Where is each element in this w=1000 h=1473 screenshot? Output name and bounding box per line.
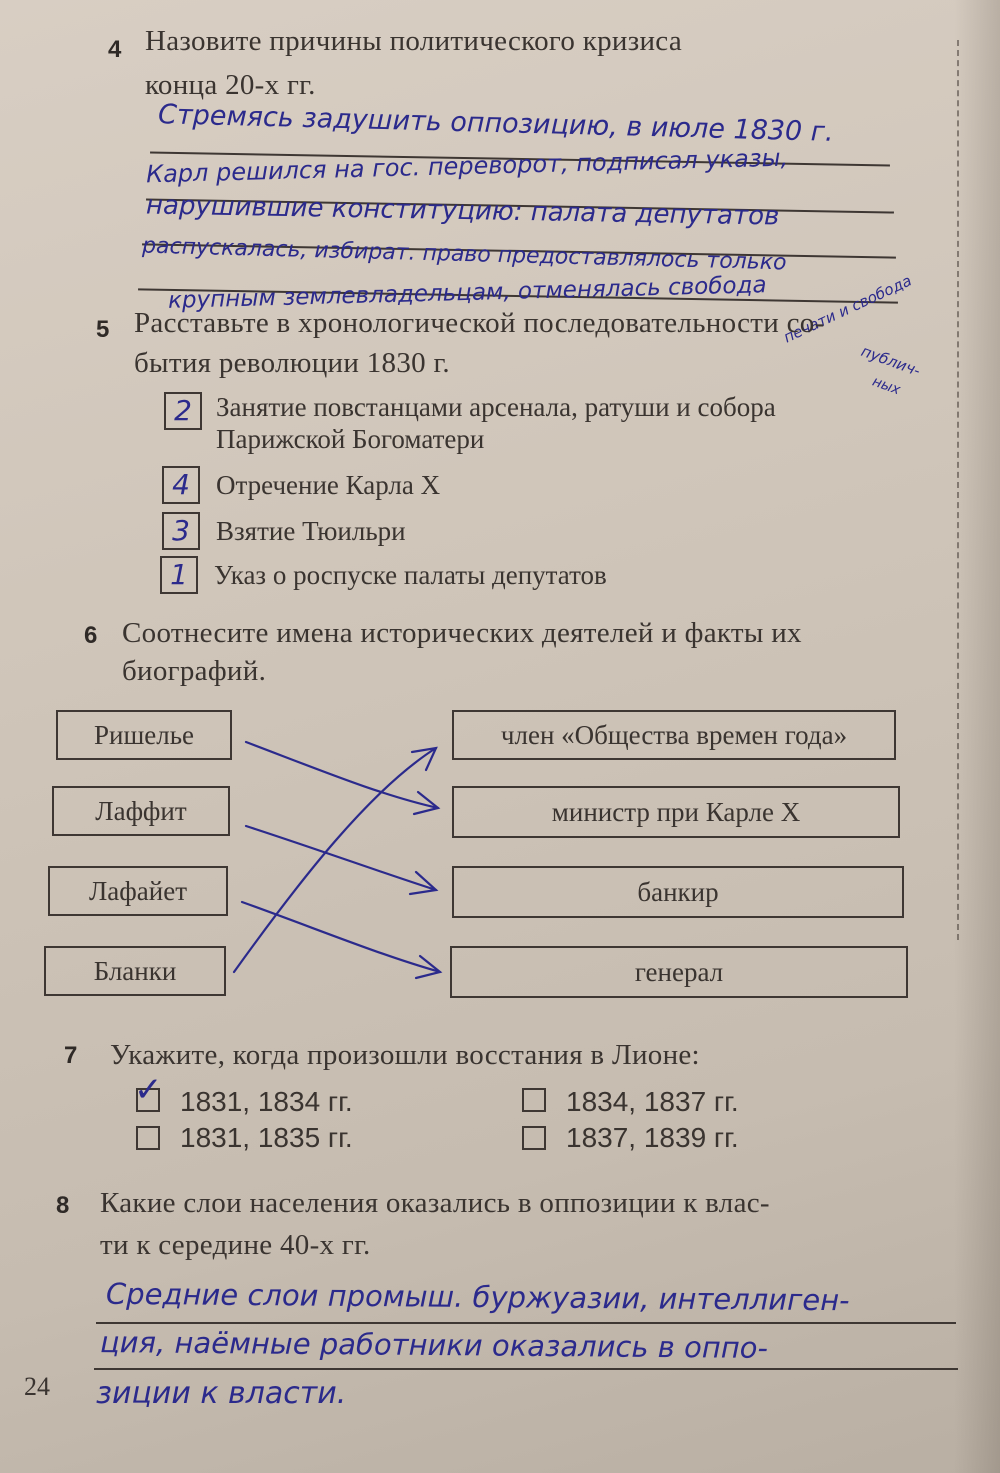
q4-margin-note: публич-	[858, 342, 923, 380]
question-7-number: 7	[64, 1042, 78, 1069]
question-4-text-line1: Назовите причины политического кризиса	[145, 25, 682, 57]
checkbox-1834-1837[interactable]	[522, 1088, 546, 1112]
q8-answer-line: Средние слои промыш. буржуазии, интеллиген-	[105, 1276, 850, 1318]
q8-answer-line: ция, наёмные работники оказались в оппо-	[99, 1325, 769, 1365]
page-number: 24	[24, 1372, 50, 1401]
arrow-richelieu-minister	[246, 742, 438, 808]
name-box-richelieu[interactable]: Ришелье	[56, 710, 232, 760]
q4-margin-note: ных	[870, 373, 903, 399]
fact-box-banker[interactable]: банкир	[452, 866, 904, 918]
q8-answer-line: зиции к власти.	[96, 1376, 347, 1411]
q4-answer-line: Карл решился на гос. переворот, подписал указы,	[145, 143, 789, 189]
question-7-text: Укажите, когда произошли восстания в Лионе:	[110, 1039, 700, 1071]
q4-answer-line: распускалась, избират. право предоставлялось только	[141, 233, 787, 276]
question-6-number: 6	[84, 622, 98, 649]
checkbox-1831-1835[interactable]	[136, 1126, 160, 1150]
check-mark-icon: ✓	[134, 1070, 163, 1110]
question-4-number: 4	[108, 36, 122, 63]
arrow-blanqui-society	[234, 748, 436, 972]
option-label: 1831, 1835 гг.	[180, 1122, 353, 1153]
order-box[interactable]: 1	[160, 556, 198, 594]
event-label: Занятие повстанцами арсенала, ратуши и собора	[216, 392, 776, 422]
order-box[interactable]: 4	[162, 466, 200, 504]
question-8-text-line2: ти к середине 40-х гг.	[100, 1229, 371, 1261]
question-6-text-line1: Соотнесите имена исторических деятелей и факты их	[122, 617, 802, 649]
question-8-text-line1: Какие слои населения оказались в оппозиции к влас-	[100, 1187, 770, 1219]
arrow-head	[416, 956, 440, 978]
question-6-text-line2: биографий.	[122, 655, 267, 687]
question-5-text-line1: Расставьте в хронологической последовательности со-	[134, 307, 825, 339]
question-5-text-line2: бытия революции 1830 г.	[134, 347, 450, 379]
name-box-blanqui[interactable]: Бланки	[44, 946, 226, 996]
order-box[interactable]: 3	[162, 512, 200, 550]
q4-margin-note: печати и свобода	[780, 271, 915, 347]
question-5-number: 5	[96, 316, 110, 343]
name-box-lafayette[interactable]: Лафайет	[48, 866, 228, 916]
option-label: 1831, 1834 гг.	[180, 1086, 353, 1117]
event-label: Взятие Тюильри	[216, 516, 406, 546]
question-4-text-line2: конца 20-х гг.	[145, 69, 316, 101]
answer-rule	[94, 1368, 958, 1370]
order-box[interactable]: 2	[164, 392, 202, 430]
fact-box-minister[interactable]: министр при Карле X	[452, 786, 900, 838]
event-label: Парижской Богоматери	[216, 424, 485, 454]
q4-answer-line: нарушившие конституцию: палата депутатов	[145, 190, 780, 232]
event-label: Отречение Карла X	[216, 470, 441, 500]
answer-rule	[96, 1322, 956, 1324]
name-box-laffitte[interactable]: Лаффит	[52, 786, 230, 836]
event-label: Указ о роспуске палаты депутатов	[214, 560, 607, 590]
option-label: 1834, 1837 гг.	[566, 1086, 739, 1117]
fact-box-society-member[interactable]: член «Общества времен года»	[452, 710, 896, 760]
option-label: 1837, 1839 гг.	[566, 1122, 739, 1153]
q4-answer-line: крупным землевладельцам, отменялась свобода	[167, 272, 767, 314]
checkbox-1837-1839[interactable]	[522, 1126, 546, 1150]
fact-box-general[interactable]: генерал	[450, 946, 908, 998]
arrow-lafayette-general	[242, 902, 440, 972]
q4-answer-line: Стремясь задушить оппозицию, в июле 1830 г.	[157, 99, 834, 148]
question-8-number: 8	[56, 1192, 70, 1219]
